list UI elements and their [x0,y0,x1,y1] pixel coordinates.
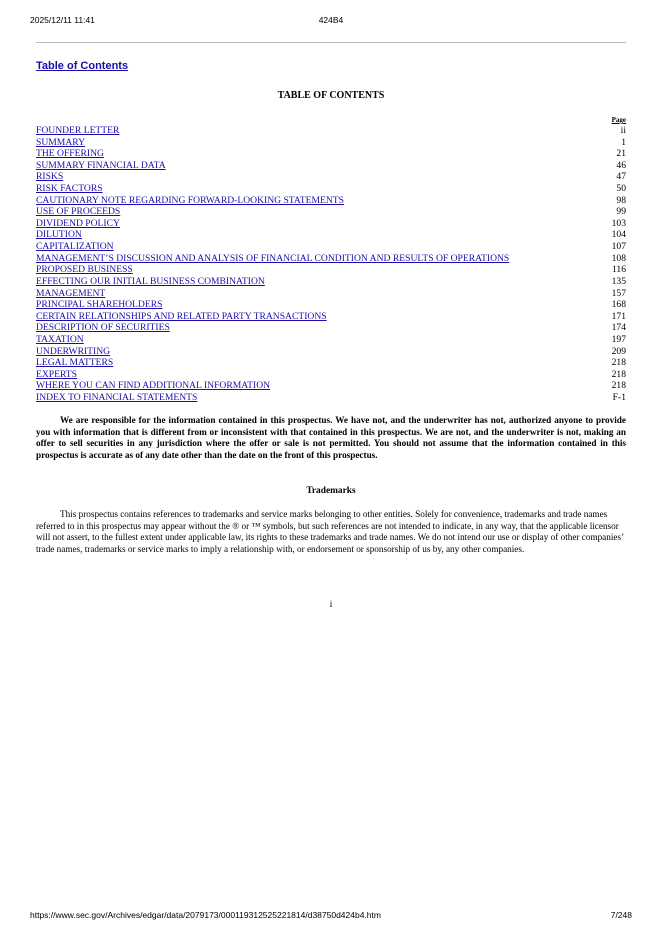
toc-page-number: ii [620,125,626,136]
toc-row [36,229,626,241]
print-doc-code: 424B4 [318,15,344,25]
toc-row [36,125,626,137]
toc-entry-link[interactable]: MANAGEMENT’S DISCUSSION AND ANALYSIS OF FINANCIAL CONDITION AND RESULTS OF OPERATIONS [36,252,510,264]
toc-row [36,195,626,207]
toc-entry-link[interactable]: WHERE YOU CAN FIND ADDITIONAL INFORMATION [36,380,271,392]
toc-entry-link[interactable]: MANAGEMENT [36,287,106,299]
toc-page-number: 46 [616,159,626,171]
toc-row [36,299,626,311]
trademarks-heading: Trademarks [306,486,356,496]
toc-row [36,160,626,172]
toc-entry-link[interactable]: PRINCIPAL SHAREHOLDERS [36,299,163,311]
header-divider [36,42,626,43]
toc-page-number: 171 [611,310,626,322]
toc-entry-link[interactable]: EFFECTING OUR INITIAL BUSINESS COMBINATION [36,275,265,287]
toc-entry-link[interactable]: CERTAIN RELATIONSHIPS AND RELATED PARTY TRANSACTIONS [36,310,327,322]
toc-page-number: 108 [611,252,626,264]
print-header [30,15,632,27]
toc-entry-link[interactable]: RISK FACTORS [36,183,103,195]
toc-page-number: 103 [611,217,626,229]
toc-row [36,311,626,323]
toc-entry-link[interactable]: EXPERTS [36,368,78,380]
toc-row [36,369,626,381]
toc-page-number: 50 [616,183,626,195]
table-of-contents-link[interactable]: Table of Contents [36,60,129,72]
toc-page-number: 116 [611,264,626,276]
toc-entry-link[interactable]: CAPITALIZATION [36,241,114,253]
page-number: i [329,600,333,610]
toc-entry-link[interactable]: PROPOSED BUSINESS [36,264,133,276]
toc-page-number: 21 [616,148,626,160]
responsibility-paragraph: We are responsible for the information contained in this prospectus. We have not, and the underwriter has not, authorized anyone to provide you with information that is different from or inconsistent with that contained in this prospectus. We are not, and the underwriter is not, making an offer to sell securities in any jurisdiction where the offer or sale is not permitted. You should not assume that the information contained in this prospectus is accurate as of any date other than the date on the front of this prospectus. [36,415,626,461]
toc-rows [36,125,626,404]
toc-row [36,392,626,404]
print-page-count: 7/248 [610,910,632,920]
toc-page-number: 104 [611,229,626,241]
toc-page-number: 47 [616,171,626,183]
toc-entry-link[interactable]: SUMMARY FINANCIAL DATA [36,159,166,171]
toc-entry-link[interactable]: DIVIDEND POLICY [36,217,120,229]
toc-row [36,137,626,149]
toc-entry-link[interactable]: UNDERWRITING [36,345,111,357]
toc-row [36,380,626,392]
toc-entry-link[interactable]: THE OFFERING [36,148,104,160]
toc-row [36,276,626,288]
toc-row [36,148,626,160]
print-url: https://www.sec.gov/Archives/edgar/data/2079173/000119312525221814/d38750d424b4.htm [30,910,381,920]
toc-page-number: 135 [611,275,626,287]
toc-page-number: 209 [611,345,626,357]
toc-page-number: 107 [611,241,626,253]
toc-row [36,218,626,230]
toc-row [36,206,626,218]
toc-page-number: 174 [611,322,626,334]
toc-row [36,334,626,346]
toc-row [36,183,626,195]
trademarks-paragraph: This prospectus contains references to trademarks and service marks belonging to other entities. Solely for convenience, trademarks and trade names referred to in this prospectus may appear without the ® or ™ symbols, but such references are not intended to indicate, in any way, that the applicable licensor will not assert, to the fullest extent under applicable law, its rights to these trademarks and trade names. We do not intend our use or display of other companies’ trade names, trademarks or service marks to imply a relationship with, or endorsement or sponsorship of us by, any other companies. [36,509,624,554]
toc-row [36,322,626,334]
toc-entry-link[interactable]: DESCRIPTION OF SECURITIES [36,322,170,334]
toc-page-number: 218 [611,368,626,380]
toc-page-number: 157 [611,287,626,299]
toc-row [36,357,626,369]
toc-table [36,116,626,404]
toc-row [36,264,626,276]
toc-entry-link[interactable]: TAXATION [36,333,84,345]
page-column-header: Page [611,116,626,124]
print-footer [30,910,632,922]
toc-entry-link[interactable]: RISKS [36,171,64,183]
toc-page-number: 197 [611,333,626,345]
toc-entry-link[interactable]: INDEX TO FINANCIAL STATEMENTS [36,392,198,404]
toc-row [36,346,626,358]
toc-entry-link[interactable]: LEGAL MATTERS [36,357,114,369]
toc-page-number: 1 [621,136,626,148]
toc-entry-link[interactable]: SUMMARY [36,136,86,148]
toc-page-number: 218 [611,357,626,369]
toc-row [36,288,626,300]
toc-entry-link[interactable]: FOUNDER LETTER [36,125,120,136]
toc-entry-link[interactable]: DILUTION [36,229,82,241]
toc-page-number: 99 [616,206,626,218]
toc-entry-link[interactable]: CAUTIONARY NOTE REGARDING FORWARD-LOOKING STATEMENTS [36,194,344,206]
toc-row [36,253,626,265]
toc-page-number: 98 [616,194,626,206]
toc-entry-link[interactable]: USE OF PROCEEDS [36,206,121,218]
toc-page-number: F-1 [612,392,626,404]
toc-row [36,241,626,253]
toc-page-number: 218 [611,380,626,392]
print-datetime: 2025/12/11 11:41 [30,15,95,25]
toc-row [36,171,626,183]
page-title: TABLE OF CONTENTS [277,90,385,101]
toc-page-number: 168 [611,299,626,311]
toc-header-row [36,116,626,125]
